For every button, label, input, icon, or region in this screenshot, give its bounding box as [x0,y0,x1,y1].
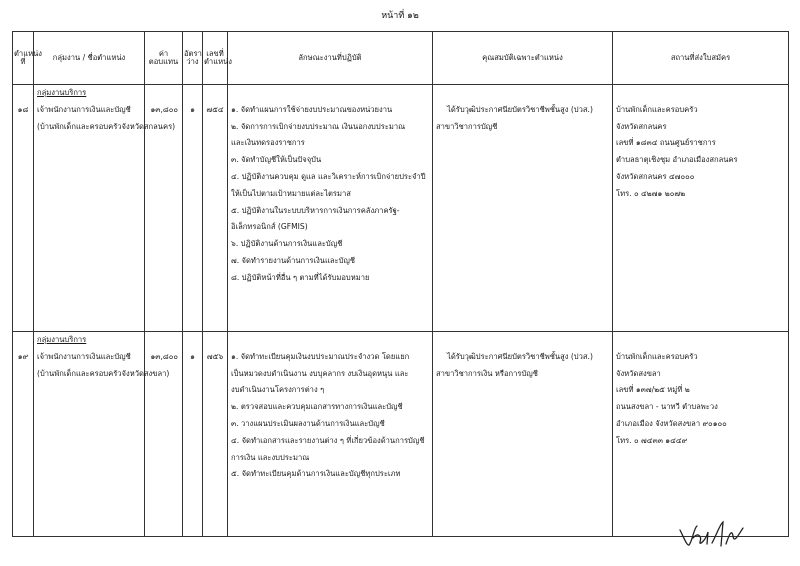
header-salary: ค่าตอบแทน [145,32,183,85]
position-number: ๗๕๖ [206,351,224,361]
header-duties: ลักษณะงานที่ปฏิบัติ [228,32,433,85]
cell-no [13,85,34,332]
group-label: กลุ่มงานบริการ [37,335,87,344]
duty-line: ๔. จัดทำเอกสารและรายงานต่าง ๆ ที่เกี่ยวข้องด้านการบัญชี [231,435,425,445]
cell-vacancy [183,85,203,332]
position-number: ๗๕๔ [206,104,224,114]
cell-no [13,332,34,537]
positions-table [12,31,789,537]
duty-line: ๒. จัดการการเบิกจ่ายงบประมาณ เงินนอกงบประมาณ [231,121,406,131]
duty-line: ให้เป็นไปตามเป้าหมายแต่ละไตรมาส [231,188,351,198]
cell-number [203,85,228,332]
salary-value: ๑๓,๘๐๐ [150,351,178,361]
duty-line: งบดำเนินงานโครงการต่าง ๆ [231,385,325,395]
location-line: เลขที่ ๑๘๓๔ ถนนศูนย์ราชการ [616,138,716,148]
row-no: ๑๘ [17,104,29,114]
duty-line: ๔. ปฏิบัติงานควบคุม ดูแล และวิเคราะห์การเบิกจ่ายประจำปี [231,171,426,181]
position-unit: (บ้านพักเด็กและครอบครัวจังหวัดสกลนคร) [37,121,176,131]
cell-salary [145,332,183,537]
location-line: บ้านพักเด็กและครอบครัว [616,104,698,114]
table-row [13,85,789,332]
signature [676,516,746,552]
header-qualification: คุณสมบัติเฉพาะตำแหน่ง [433,32,613,85]
qualification-line: ได้รับวุฒิประกาศนียบัตรวิชาชีพชั้นสูง (ปวส.) [447,104,593,114]
cell-qualification [433,85,613,332]
location-line: โทร. ๐ ๔๒๗๑ ๒๐๗๒ [616,188,686,198]
duty-line: ๕. ปฏิบัติงานในระบบบริหารการเงินการคลังภาครัฐ- [231,205,400,215]
duty-line: ๓. วางแผนประเมินผลงานด้านการเงินและบัญชี [231,418,385,428]
duty-line: ๒. ตรวจสอบและควบคุมเอกสารทางการเงินและบัญชี [231,402,403,412]
duty-line: และเงินทดรองราชการ [231,138,305,148]
cell-location [613,85,789,332]
duty-line: ๖. ปฏิบัติงานด้านการเงินและบัญชี [231,239,343,249]
qualification-line: สาขาวิชาการบัญชี [436,121,498,131]
location-line: จังหวัดสงขลา [616,368,661,378]
group-label: กลุ่มงานบริการ [37,88,87,97]
table-row [13,332,789,537]
qualification-line: สาขาวิชาการเงิน หรือการบัญชี [436,368,538,378]
duty-line: การเงิน และงบประมาณ [231,452,310,462]
location-line: ตำบลธาตุเชิงชุม อำเภอเมืองสกลนคร [616,155,738,165]
header-number: เลขที่ตำแหน่ง [203,32,228,85]
cell-duties [228,85,433,332]
location-line: เลขที่ ๑๓๗/๒๕ หมู่ที่ ๒ [616,385,690,395]
position-unit: (บ้านพักเด็กและครอบครัวจังหวัดสงขลา) [37,368,170,378]
salary-value: ๑๓,๘๐๐ [150,104,178,114]
header-no: ตำแหน่งที่ [13,32,34,85]
cell-vacancy [183,332,203,537]
page-title: หน้าที่ ๑๒ [381,11,419,21]
location-line: โทร. ๐ ๗๔๓๓ ๑๔๔๙ [616,435,688,445]
duty-line: ๘. ปฏิบัติหน้าที่อื่น ๆ ตามที่ได้รับมอบหมาย [231,272,370,282]
position-title: เจ้าพนักงานการเงินและบัญชี [37,351,131,361]
header-location: สถานที่ส่งใบสมัคร [613,32,789,85]
vacancy-value: ๑ [190,351,195,361]
qualification-line: ได้รับวุฒิประกาศนียบัตรวิชาชีพชั้นสูง (ปวส.) [447,351,593,361]
duty-line: อิเล็กทรอนิกส์ (GFMIS) [231,222,308,232]
location-line: ถนนสงขลา - นาทวี ตำบลพะวง [616,402,718,412]
header-vacancy: อัตราว่าง [183,32,203,85]
duty-line: ๓. จัดทำบัญชีให้เป็นปัจจุบัน [231,155,322,165]
position-title: เจ้าพนักงานการเงินและบัญชี [37,104,131,114]
duty-line: ๑. จัดทำแผนการใช้จ่ายงบประมาณของหน่วยงาน [231,104,393,114]
duty-line: เป็นหมวดงบดำเนินงาน งบบุคลากร งบเงินอุดหนุน และ [231,368,409,378]
cell-duties [228,332,433,537]
header-position: กลุ่มงาน / ชื่อตำแหน่ง [34,32,145,85]
cell-qualification [433,332,613,537]
location-line: อำเภอเมือง จังหวัดสงขลา ๙๐๑๐๐ [616,418,727,428]
cell-location [613,332,789,537]
location-line: บ้านพักเด็กและครอบครัว [616,351,698,361]
duty-line: ๗. จัดทำรายงานด้านการเงินและบัญชี [231,255,356,265]
cell-number [203,332,228,537]
location-line: จังหวัดสกลนคร [616,121,667,131]
vacancy-value: ๑ [190,104,195,114]
header-row [13,32,789,85]
location-line: จังหวัดสกลนคร ๔๗๐๐๐ [616,171,695,181]
row-no: ๑๙ [17,351,29,361]
duty-line: ๕. จัดทำทะเบียนคุมด้านการเงินและบัญชีทุกประเภท [231,469,401,479]
duty-line: ๑. จัดทำทะเบียนคุมเงินงบประมาณประจำงวด โดยแยก [231,351,410,361]
